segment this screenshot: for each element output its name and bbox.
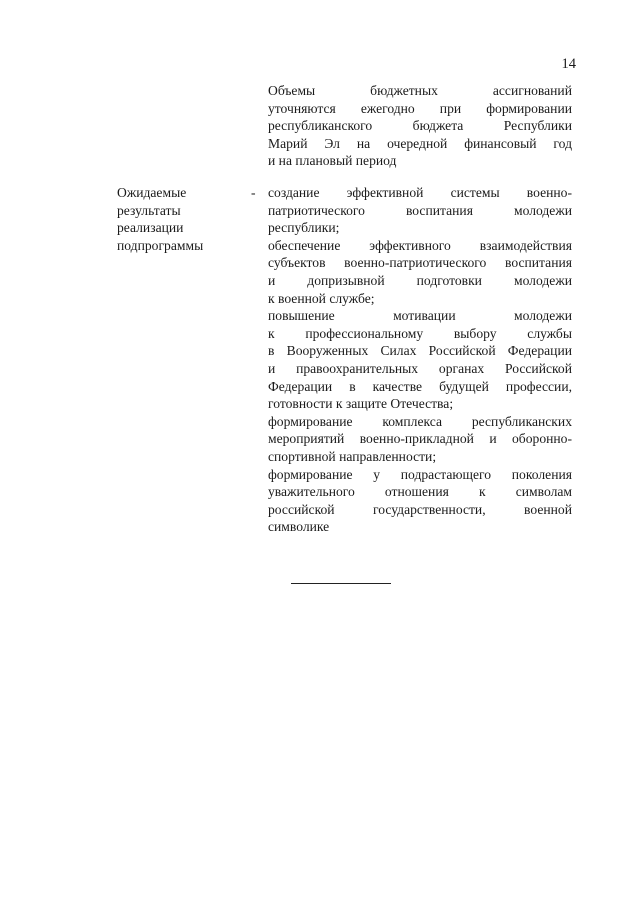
results-line: и правоохранительных органах Российской <box>268 360 572 376</box>
results-line: Федерации в качестве будущей профессии, <box>268 378 572 394</box>
funding-note-line: и на плановый период <box>268 153 397 169</box>
results-line: к военной службе; <box>268 290 375 306</box>
results-line: повышение мотивации молодежи <box>268 308 572 324</box>
results-line: обеспечение эффективного взаимодействия <box>268 237 572 253</box>
results-line: к профессиональному выбору службы <box>268 325 572 341</box>
results-line: готовности к защите Отечества; <box>268 396 454 412</box>
results-label <box>117 184 227 254</box>
label-dash: - <box>251 185 256 200</box>
results-line: создание эффективной системы военно- <box>268 185 572 200</box>
results-label-line: подпрограммы <box>117 237 204 253</box>
results-line: в Вооруженных Силах Российской Федерации <box>268 343 572 359</box>
results-line: символике <box>268 519 330 535</box>
results-line: уважительного отношения к символам <box>268 484 572 500</box>
results-line: российской государственности, военной <box>268 501 572 517</box>
funding-note-line: республиканского бюджета Республики <box>268 118 572 134</box>
results-line: спортивной направленности; <box>268 448 437 464</box>
results-line: формирование у подрастающего поколения <box>268 466 572 482</box>
results-label-line: реализации <box>117 220 184 236</box>
results-line: субъектов военно-патриотического воспитания <box>268 255 572 271</box>
funding-note <box>268 82 572 170</box>
end-separator-line <box>291 583 391 584</box>
results-label-line: Ожидаемые <box>117 185 187 200</box>
results-line: мероприятий военно-прикладной и оборонно- <box>268 431 572 447</box>
funding-note-line: Объемы бюджетных ассигнований <box>268 83 572 98</box>
results-list <box>268 184 572 536</box>
results-line: патриотического воспитания молодежи <box>268 202 572 218</box>
results-line: формирование комплекса республиканских <box>268 413 572 429</box>
results-line: и допризывной подготовки молодежи <box>268 272 572 288</box>
funding-note-line: Марий Эл на очередной финансовый год <box>268 135 572 151</box>
results-label-line: результаты <box>117 202 181 218</box>
funding-note-line: уточняются ежегодно при формировании <box>268 100 572 116</box>
results-line: республики; <box>268 220 340 236</box>
page-number: 14 <box>561 56 576 72</box>
